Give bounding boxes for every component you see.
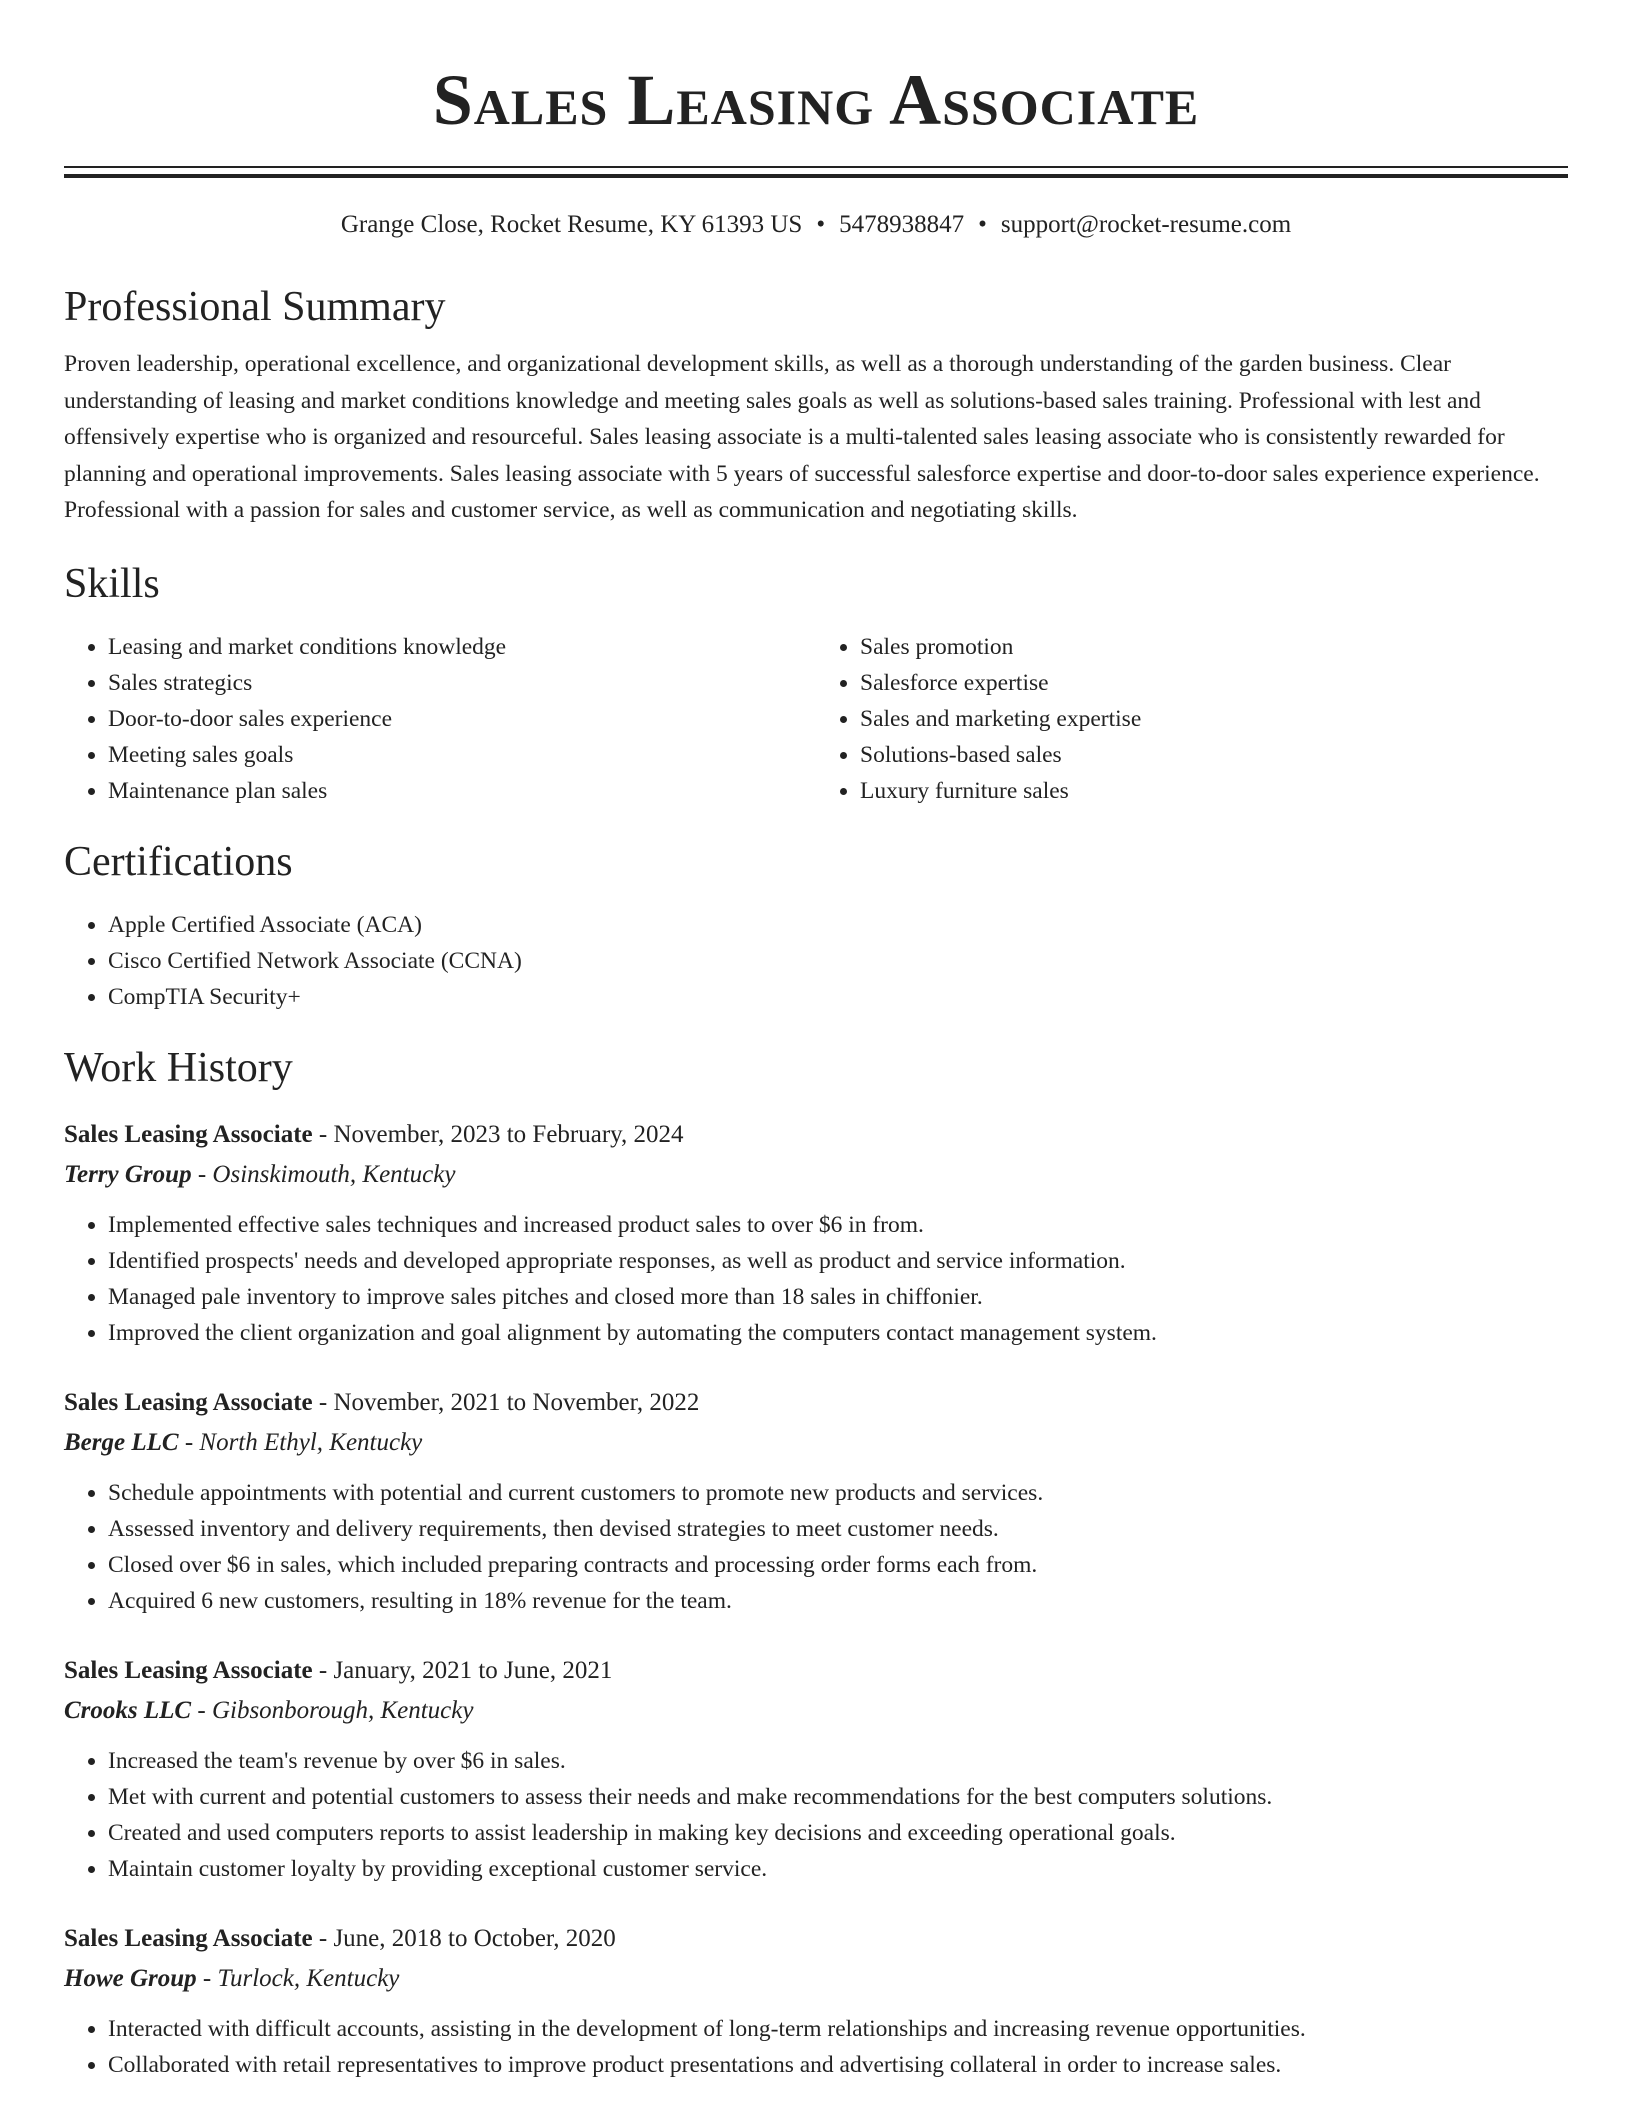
job-bullet: • Assessed inventory and delivery requirements, then devised strategies to meet customer needs. — [108, 1511, 1568, 1547]
skill-item: • Sales strategics — [108, 665, 816, 701]
contact-phone[interactable]: 5478938847 — [839, 211, 965, 238]
job-company: Crooks LLC — [64, 1696, 192, 1724]
skills-list-left — [64, 629, 816, 809]
job-company-line — [64, 1693, 1568, 1729]
job-company: Howe Group — [64, 1964, 197, 1992]
job-bullets — [64, 1207, 1568, 1351]
job-role: Sales Leasing Associate — [64, 1656, 313, 1684]
summary-text: Proven leadership, operational excellence, and organizational development skills, as well as a thorough understanding of the garden business. Clear understanding of leasing and market conditions knowledge and meeting sales goals as well as solutions-based sales training. Professional with lest and offensively expertise who is organized and resourceful. Sales leasing associate is a multi-talented sales leasing associate who is consistently rewarded for planning and operational improvements. Sales leasing associate with 5 years of successful salesforce expertise and door-to-door sales experience experience. Professional with a passion for sales and customer service, as well as communication and negotiating skills. — [64, 351, 1540, 523]
job-title-line — [64, 1117, 1568, 1153]
job-title-line — [64, 1653, 1568, 1689]
job-bullet: • Implemented effective sales techniques and increased product sales to over $6 in from. — [108, 1207, 1568, 1243]
job-company: Terry Group — [64, 1160, 192, 1188]
contact-line — [64, 208, 1568, 242]
job-entry — [64, 1117, 1568, 1351]
skill-item: • Salesforce expertise — [860, 665, 1568, 701]
skill-item: • Solutions-based sales — [860, 737, 1568, 773]
job-company-line — [64, 1425, 1568, 1461]
skills-heading: Skills — [64, 560, 160, 607]
job-bullet: • Increased the team's revenue by over $6 in sales. — [108, 1743, 1568, 1779]
job-bullet: • Collaborated with retail representatives to improve product presentations and advertising collateral in order to increase sales. — [108, 2047, 1568, 2083]
certification-item: • Apple Certified Associate (ACA) — [108, 907, 1568, 943]
job-bullet: • Acquired 6 new customers, resulting in 18% revenue for the team. — [108, 1583, 1568, 1619]
certification-item: • CompTIA Security+ — [108, 979, 1568, 1015]
job-dates: November, 2023 to February, 2024 — [333, 1120, 684, 1148]
job-company: Berge LLC — [64, 1428, 179, 1456]
contact-email[interactable]: support@rocket-resume.com — [1000, 211, 1292, 238]
job-role: Sales Leasing Associate — [64, 1388, 313, 1416]
contact-address: Grange Close, Rocket Resume, KY 61393 US — [340, 211, 803, 238]
job-role: Sales Leasing Associate — [64, 1120, 313, 1148]
job-bullet: • Interacted with difficult accounts, assisting in the development of long-term relationships and increasing revenue opportunities. — [108, 2011, 1568, 2047]
job-location: Osinskimouth, Kentucky — [212, 1160, 456, 1188]
job-bullets — [64, 1743, 1568, 1887]
job-entry — [64, 1385, 1568, 1619]
job-entry — [64, 1921, 1568, 2083]
job-dates: June, 2018 to October, 2020 — [333, 1924, 616, 1952]
job-dash: - — [178, 1428, 200, 1456]
job-bullet: • Improved the client organization and goal alignment by automating the computers contact management system. — [108, 1315, 1568, 1351]
job-dash: - — [312, 1388, 334, 1416]
job-bullet: • Closed over $6 in sales, which included preparing contracts and processing order forms each from. — [108, 1547, 1568, 1583]
job-dash: - — [191, 1696, 212, 1724]
skill-item: • Maintenance plan sales — [108, 773, 816, 809]
resume-title: Sales Leasing Associate — [432, 60, 1200, 140]
job-bullet: • Created and used computers reports to assist leadership in making key decisions and exceeding operational goals. — [108, 1815, 1568, 1851]
skill-item: • Meeting sales goals — [108, 737, 816, 773]
job-bullet: • Schedule appointments with potential and current customers to promote new products and services. — [108, 1475, 1568, 1511]
job-role: Sales Leasing Associate — [64, 1924, 313, 1952]
skills-grid — [64, 629, 1568, 809]
job-bullets — [64, 2011, 1568, 2083]
job-location: North Ethyl, Kentucky — [199, 1428, 423, 1456]
job-bullet: • Maintain customer loyalty by providing exceptional customer service. — [108, 1851, 1568, 1887]
job-company-line — [64, 1157, 1568, 1193]
job-dates: November, 2021 to November, 2022 — [333, 1388, 700, 1416]
job-dates: January, 2021 to June, 2021 — [333, 1656, 613, 1684]
job-entry — [64, 1653, 1568, 1887]
job-dash: - — [196, 1964, 218, 1992]
summary-heading: Professional Summary — [64, 284, 446, 330]
title-rule-thin — [64, 166, 1568, 168]
job-bullet: • Managed pale inventory to improve sales pitches and closed more than 18 sales in chiffonier. — [108, 1279, 1568, 1315]
job-title-line — [64, 1921, 1568, 1957]
skill-item: • Door-to-door sales experience — [108, 701, 816, 737]
certifications-heading: Certifications — [64, 838, 293, 885]
skill-item: • Sales and marketing expertise — [860, 701, 1568, 737]
certification-item: • Cisco Certified Network Associate (CCNA) — [108, 943, 1568, 979]
contact-separator: • — [978, 211, 987, 238]
job-bullet: • Identified prospects' needs and developed appropriate responses, as well as product and service information. — [108, 1243, 1568, 1279]
job-dash: - — [191, 1160, 213, 1188]
job-location: Gibsonborough, Kentucky — [211, 1696, 474, 1724]
skill-item: • Leasing and market conditions knowledge — [108, 629, 816, 665]
contact-separator: • — [816, 211, 826, 238]
skill-item: • Sales promotion — [860, 629, 1568, 665]
certifications-list — [64, 907, 1568, 1015]
job-location: Turlock, Kentucky — [217, 1964, 400, 1992]
job-title-line — [64, 1385, 1568, 1421]
job-dash: - — [312, 1924, 334, 1952]
resume-page — [64, 0, 1568, 2083]
job-dash: - — [312, 1120, 334, 1148]
job-bullets — [64, 1475, 1568, 1619]
skills-list-right — [816, 629, 1568, 809]
job-company-line — [64, 1961, 1568, 1997]
job-dash: - — [312, 1656, 334, 1684]
work-history-heading: Work History — [64, 1044, 293, 1091]
job-bullet: • Met with current and potential customers to assess their needs and make recommendations for the best computers solutions. — [108, 1779, 1568, 1815]
skill-item: • Luxury furniture sales — [860, 773, 1568, 809]
title-rule-thick — [64, 174, 1568, 178]
